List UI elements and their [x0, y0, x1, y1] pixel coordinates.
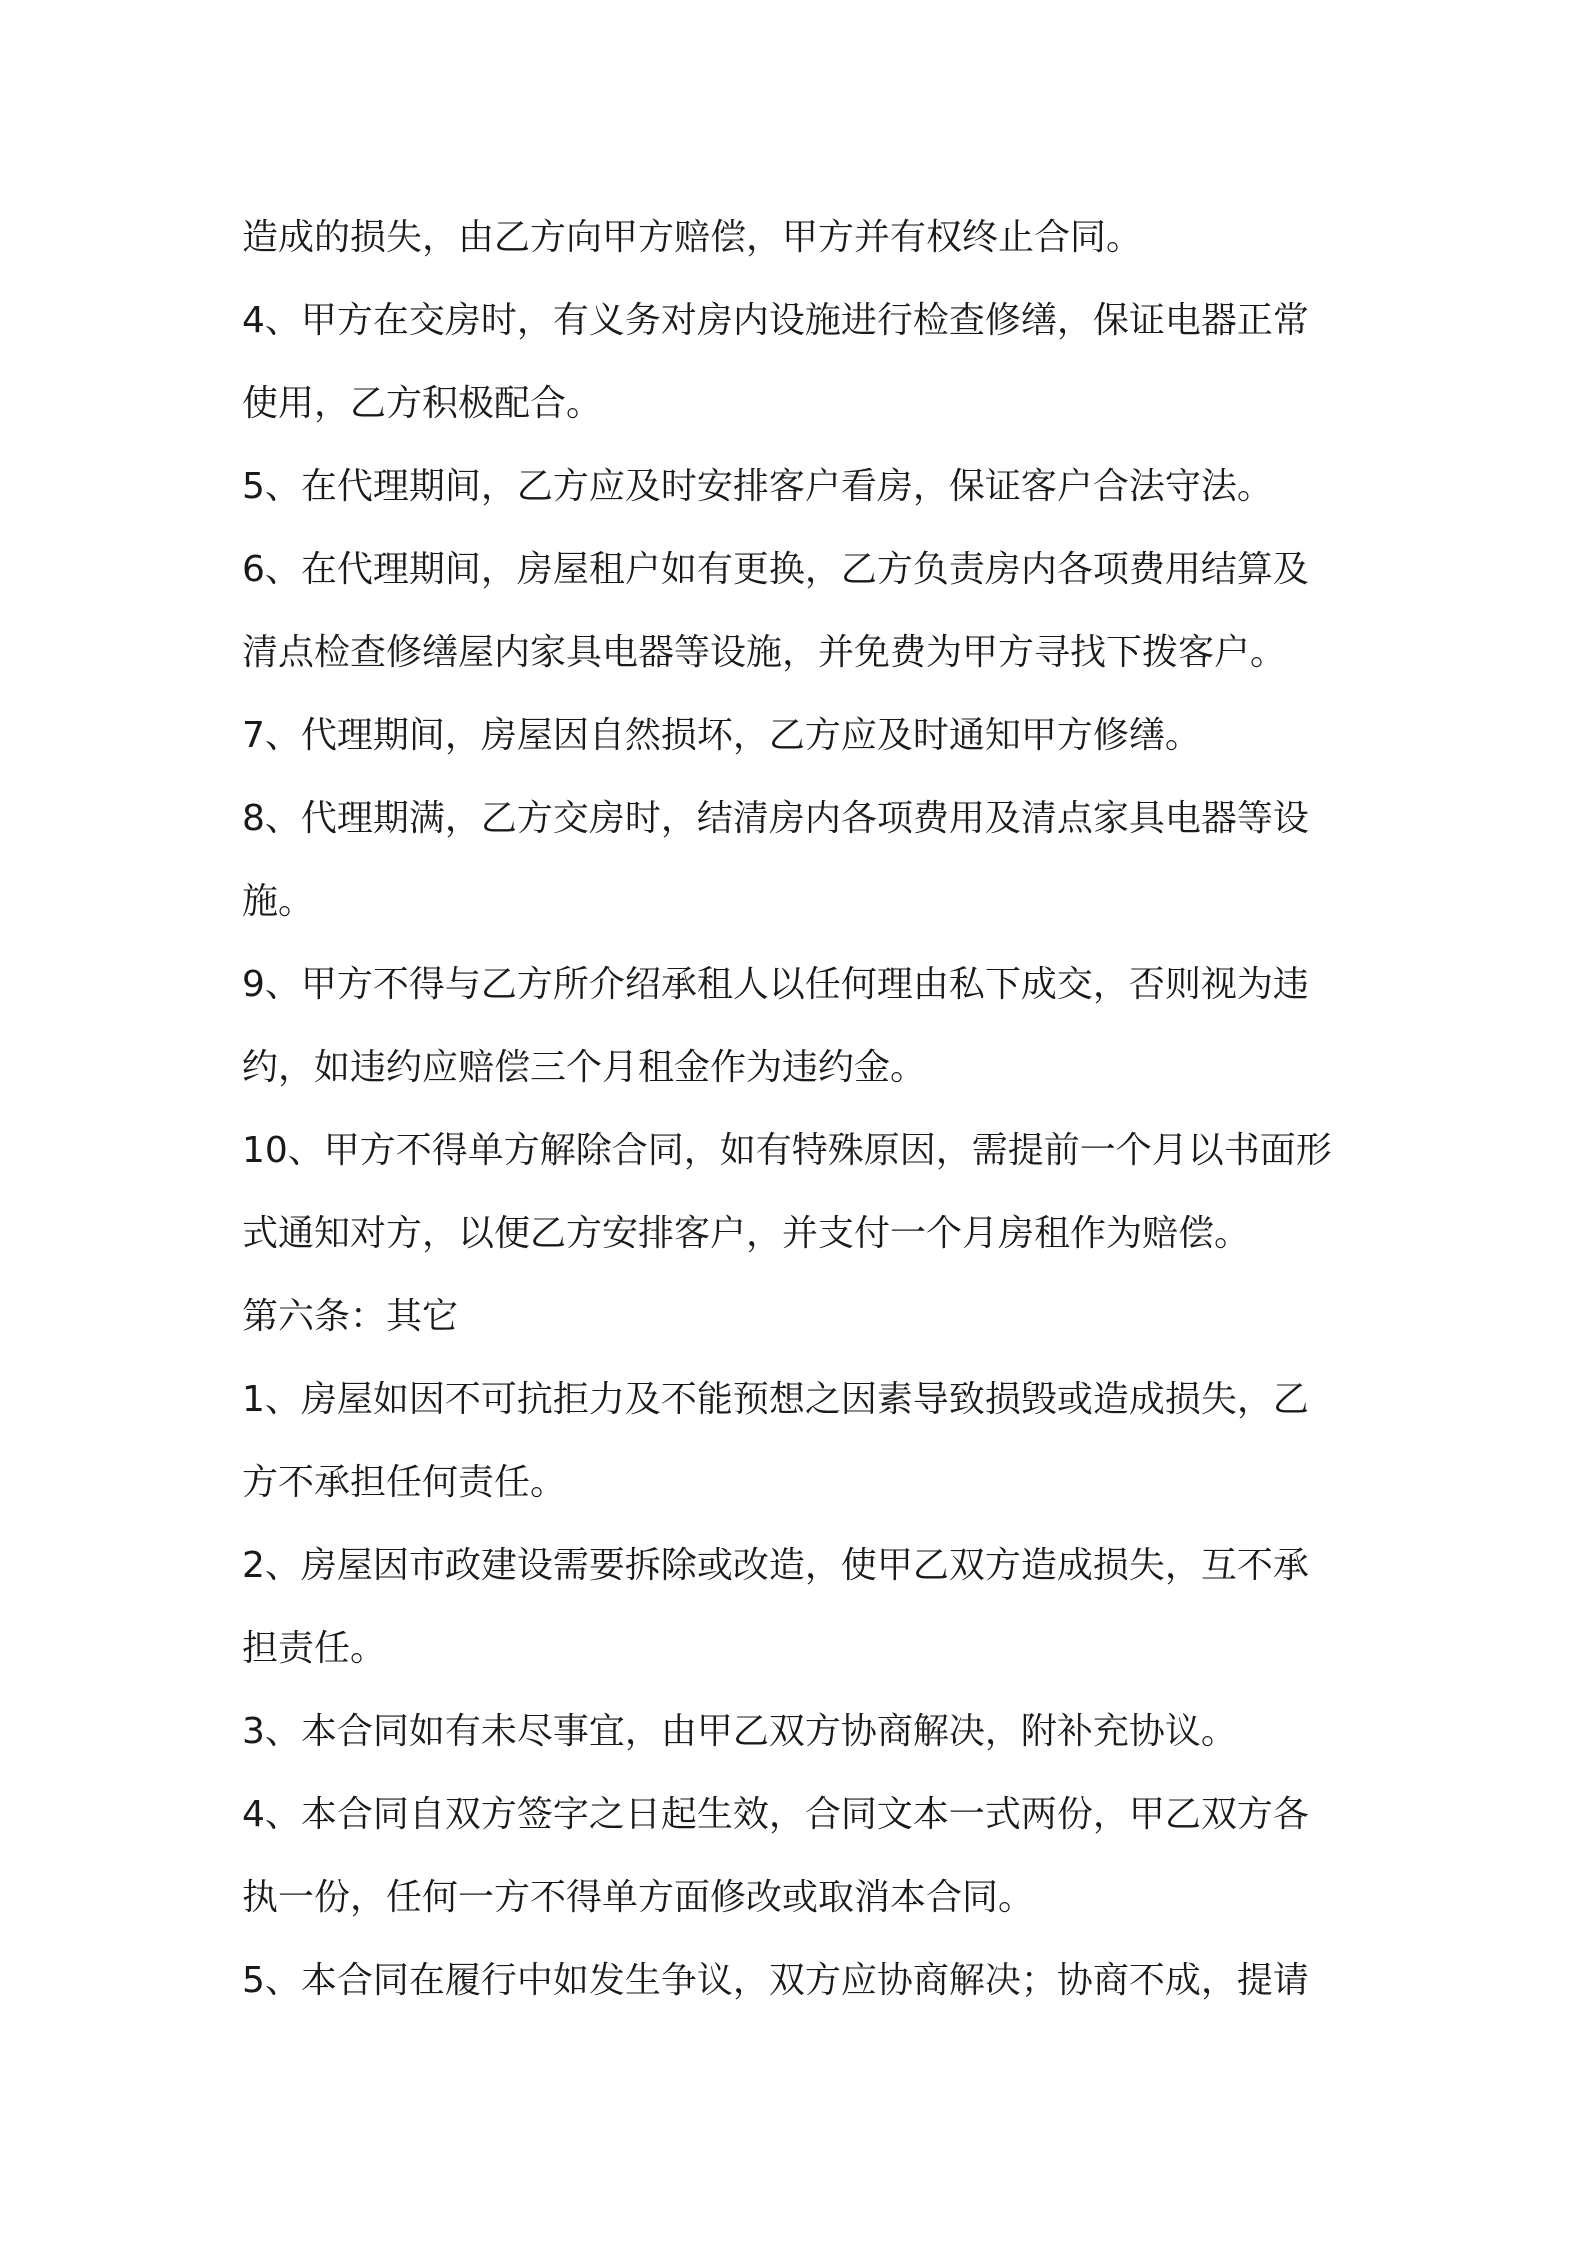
- text-line: 清点检查修缮屋内家具电器等设施，并免费为甲方寻找下拨客户。: [242, 632, 1287, 673]
- text-line: 施。: [242, 881, 315, 922]
- text-line: 方不承担任何责任。: [242, 1462, 567, 1503]
- text-line: 5、在代理期间，乙方应及时安排客户看房，保证客户合法守法。: [242, 466, 1273, 507]
- text-line: 6、在代理期间，房屋租户如有更换，乙方负责房内各项费用结算及: [242, 549, 1309, 590]
- text-line: 约，如违约应赔偿三个月租金作为违约金。: [242, 1047, 927, 1088]
- text-line: 7、代理期间，房屋因自然损坏，乙方应及时通知甲方修缮。: [242, 715, 1201, 756]
- text-line: 5、本合同在履行中如发生争议，双方应协商解决；协商不成，提请: [242, 1960, 1309, 2001]
- text-line: 3、本合同如有未尽事宜，由甲乙双方协商解决，附补充协议。: [242, 1711, 1237, 1752]
- text-line: 式通知对方，以便乙方安排客户，并支付一个月房租作为赔偿。: [242, 1213, 1251, 1254]
- text-line: 担责任。: [242, 1628, 387, 1669]
- text-line: 造成的损失，由乙方向甲方赔偿，甲方并有权终止合同。: [242, 217, 1143, 258]
- text-line: 9、甲方不得与乙方所介绍承租人以任何理由私下成交，否则视为违: [242, 964, 1309, 1005]
- text-line: 4、本合同自双方签字之日起生效，合同文本一式两份，甲乙双方各: [242, 1794, 1309, 1835]
- document-body: [242, 196, 1357, 2022]
- text-line: 10、甲方不得单方解除合同，如有特殊原因，需提前一个月以书面形: [242, 1130, 1332, 1171]
- text-line: 8、代理期满，乙方交房时，结清房内各项费用及清点家具电器等设: [242, 798, 1309, 839]
- text-line: 4、甲方在交房时，有义务对房内设施进行检查修缮，保证电器正常: [242, 300, 1309, 341]
- text-line: 2、房屋因市政建设需要拆除或改造，使甲乙双方造成损失，互不承: [242, 1545, 1309, 1586]
- section-heading: 第六条：其它: [242, 1296, 459, 1337]
- text-line: 使用，乙方积极配合。: [242, 383, 603, 424]
- text-line: 1、房屋如因不可抗拒力及不能预想之因素导致损毁或造成损失，乙: [242, 1379, 1309, 1420]
- text-line: 执一份，任何一方不得单方面修改或取消本合同。: [242, 1877, 1035, 1918]
